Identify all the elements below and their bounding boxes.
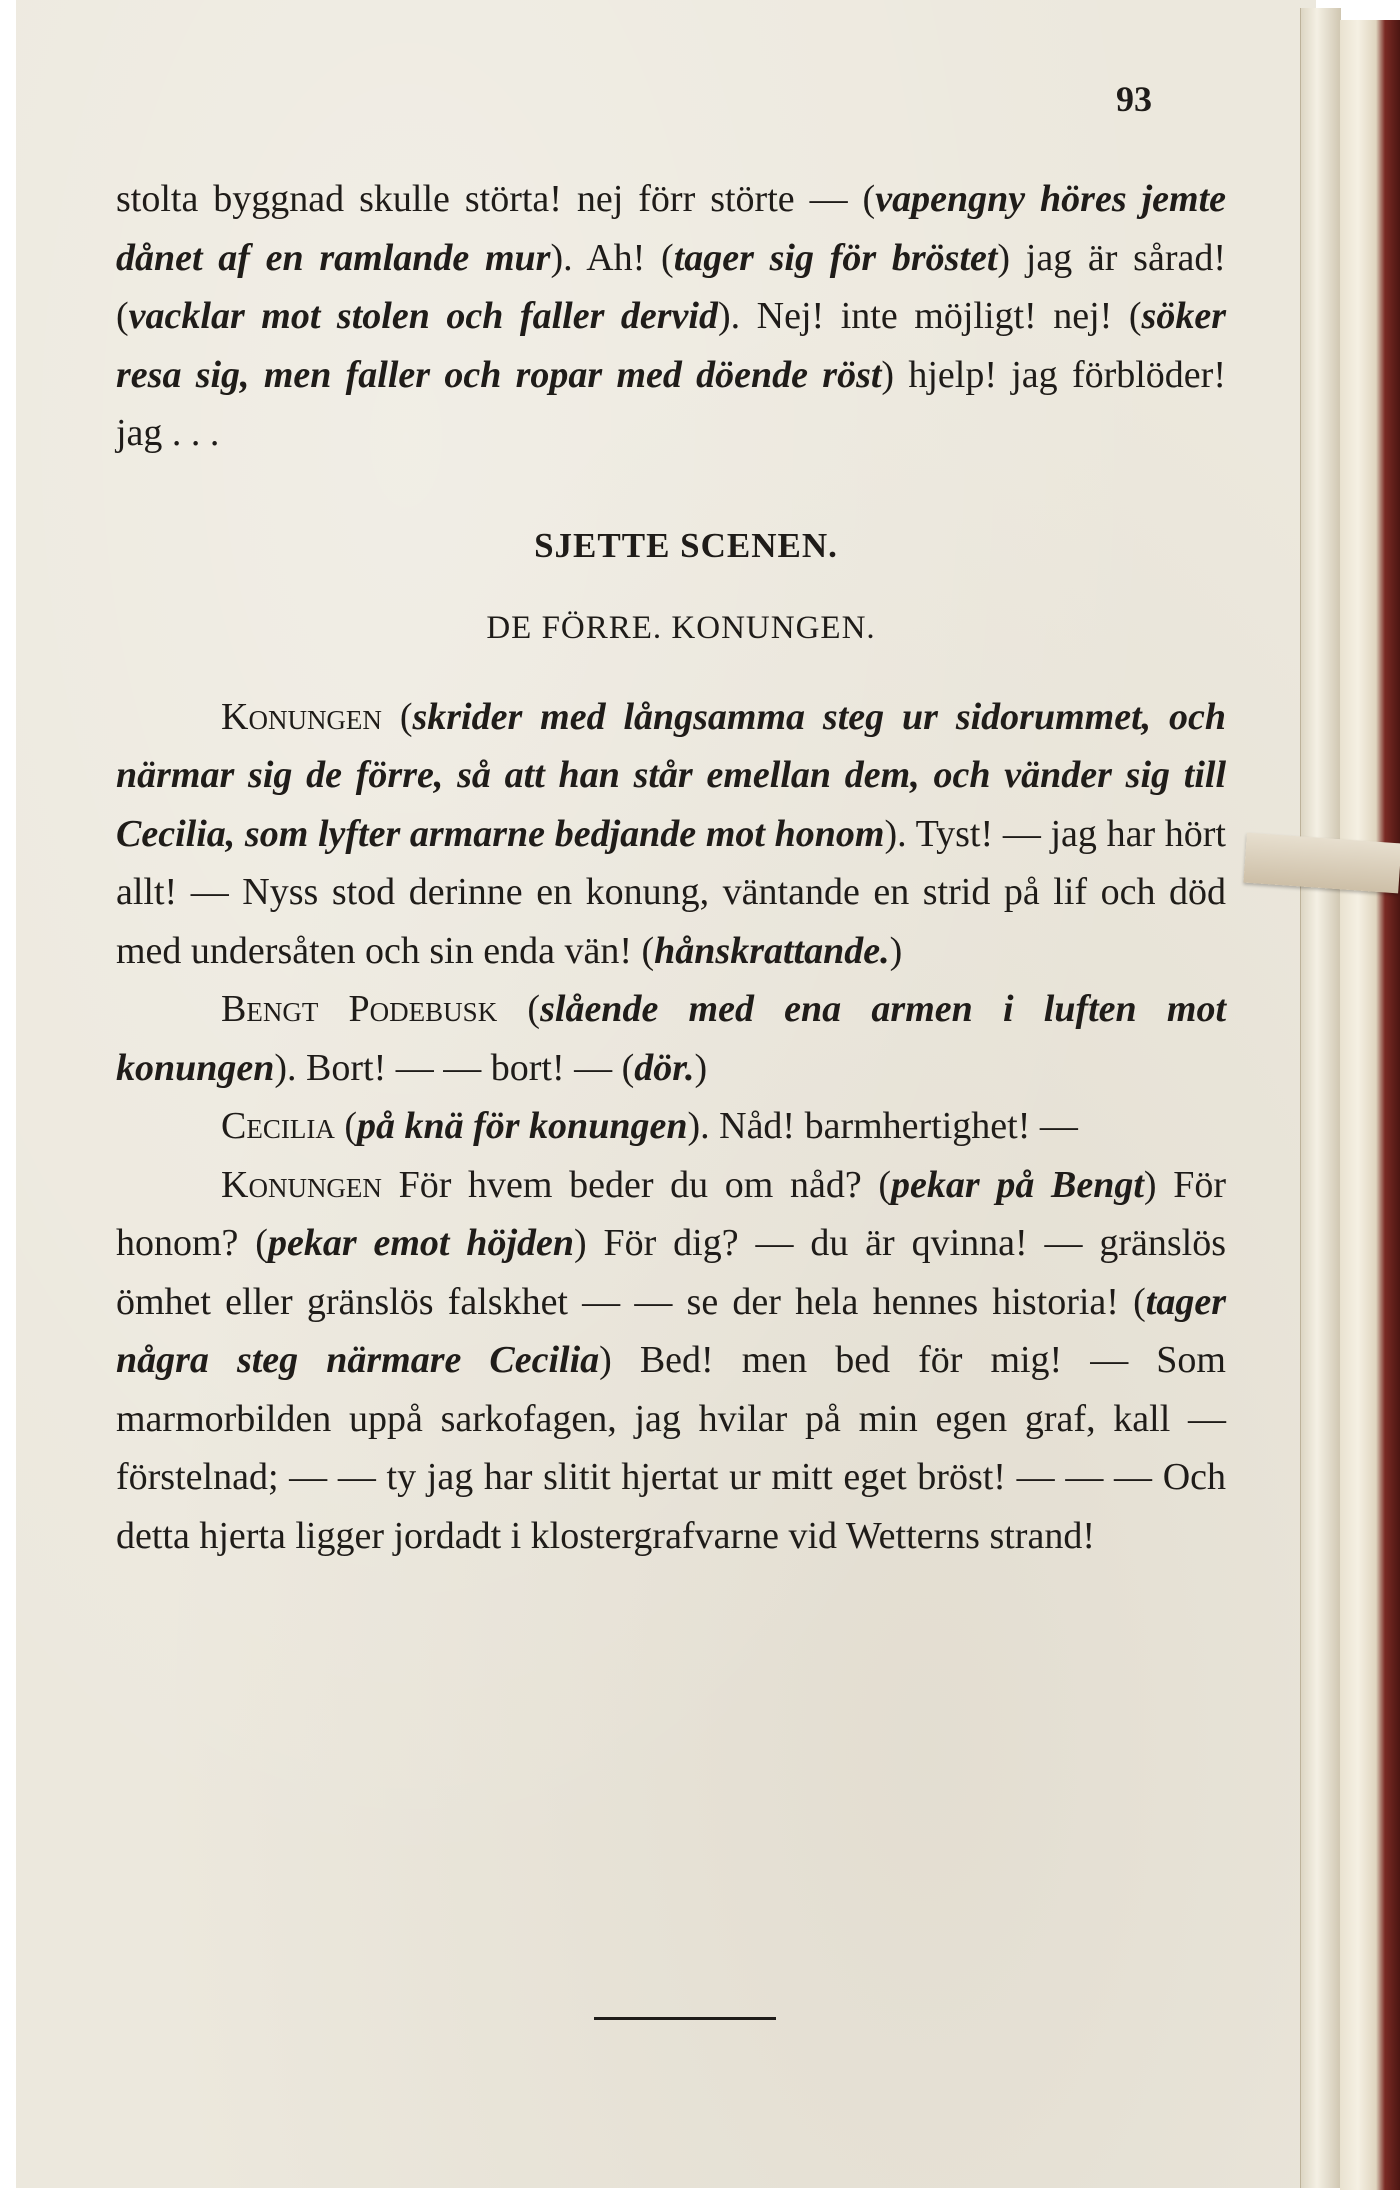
page-text bbox=[116, 170, 1226, 1565]
speech-konungen-1: Konungen (skrider med långsamma steg ur sidorummet, och närmar sig de förre, så att han står emellan dem, och vänder sig till Cecilia, som lyfter armarne bedjande mot honom). Tyst! — jag har hört allt! — Nyss stod derinne en konung, väntande en strid på lif och död med undersåten och sin enda vän! (hånskrattande.) bbox=[116, 695, 1227, 972]
speech-bengt-podebusk: Bengt Podebusk (slående med ena armen i luften mot konungen). Bort! — — bort! — (dör.) bbox=[116, 988, 1226, 1089]
stage-direction: hånskrattande. bbox=[654, 929, 890, 972]
speech-cecilia: Cecilia (på knä för konungen). Nåd! barmhertighet! — bbox=[221, 1105, 1078, 1147]
page-stack-edge bbox=[1300, 8, 1341, 2188]
speaker-name: Konungen bbox=[221, 695, 382, 738]
bookmark-ribbon bbox=[1243, 833, 1400, 894]
book-cover-edge bbox=[1340, 20, 1400, 2190]
speaker-name: Cecilia bbox=[221, 1105, 335, 1147]
stage-direction: på knä för konungen bbox=[356, 1105, 688, 1147]
stage-direction: slående med ena armen i luften mot konungen bbox=[116, 988, 1226, 1089]
book-page bbox=[16, 0, 1316, 2188]
end-rule bbox=[594, 2017, 776, 2020]
scene-persons: DE FÖRRE. KONUNGEN. bbox=[486, 610, 876, 646]
stage-direction: tager några steg närmare Cecilia bbox=[116, 1280, 1226, 1381]
stage-direction: dör. bbox=[634, 1046, 695, 1089]
stage-direction: pekar emot höjden bbox=[267, 1222, 575, 1264]
opening-paragraph: stolta byggnad skulle störta! nej förr störte — (vapengny höres jemte dånet af en ramlande mur). Ah! (tager sig för bröstet) jag är sårad! (vacklar mot stolen och faller dervid). Nej! inte möjligt! nej! (söker resa sig, men faller och ropar med döende röst) hjelp! jag förblöder! jag . . . bbox=[116, 178, 1226, 454]
speaker-name: Konungen bbox=[221, 1163, 382, 1206]
page-number: 93 bbox=[1116, 79, 1152, 119]
speech-konungen-2: Konungen För hvem beder du om nåd? (pekar på Bengt) För honom? (pekar emot höjden) För dig? — du är qvinna! — gränslös ömhet eller gränslös falskhet — — se der hela hennes historia! (tager några steg närmare Cecilia) Bed! men bed för mig! — Som marmorbilden uppå sarkofagen, jag hvilar på min egen graf, kall — förstelnad; — — ty jag har slitit hjertat ur mitt eget bröst! — — — Och detta hjerta ligger jordadt i klostergrafvarne vid Wetterns strand! bbox=[116, 1163, 1227, 1557]
stage-direction: pekar på Bengt bbox=[891, 1163, 1144, 1206]
scene-title: SJETTE SCENEN. bbox=[534, 525, 838, 565]
speaker-name: Bengt Podebusk bbox=[221, 988, 498, 1030]
stage-direction: skrider med långsamma steg ur sidorummet, och närmar sig de förre, så att han står emellan dem, och vänder sig till Cecilia, som lyfter armarne bedjande mot honom bbox=[116, 695, 1227, 855]
